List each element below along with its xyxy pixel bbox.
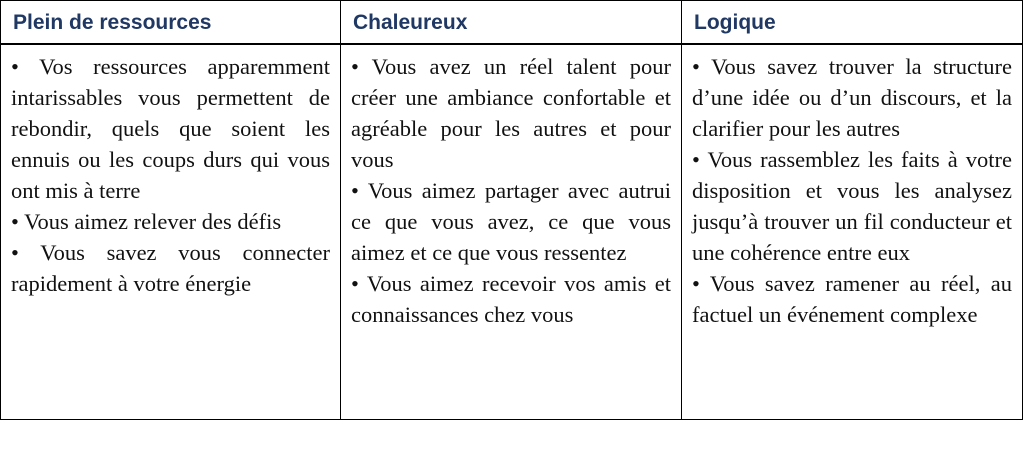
trait-bullet: • Vous savez ramener au réel, au factuel un événement complexe xyxy=(692,270,1012,327)
cell-chaleureux xyxy=(341,44,682,420)
header-logique: Logique xyxy=(682,1,1023,44)
content-row xyxy=(1,44,1023,420)
trait-bullet: • Vous aimez recevoir vos amis et connaissances chez vous xyxy=(351,270,671,327)
cell-logique xyxy=(682,44,1023,420)
cell-plein-de-ressources xyxy=(1,44,341,420)
trait-bullet: • Vos ressources apparemment intarissables vous permettent de rebondir, quels que soient les ennuis ou les coups durs qui vous ont mis à terre xyxy=(11,53,330,203)
trait-bullet: • Vous aimez relever des défis xyxy=(11,208,282,234)
trait-bullet: • Vous savez vous connecter rapidement à votre énergie xyxy=(11,239,330,296)
trait-bullet: • Vous savez trouver la structure d’une idée ou d’un discours, et la clarifier pour les autres xyxy=(692,53,1012,141)
header-plein-de-ressources: Plein de ressources xyxy=(1,1,341,44)
header-row xyxy=(1,1,1023,44)
trait-bullet: • Vous aimez partager avec autrui ce que vous avez, ce que vous aimez et ce que vous ressentez xyxy=(351,177,671,265)
header-chaleureux: Chaleureux xyxy=(341,1,682,44)
trait-bullet: • Vous avez un réel talent pour créer une ambiance confortable et agréable pour les autres et pour vous xyxy=(351,53,671,172)
trait-bullet: • Vous rassemblez les faits à votre disposition et vous les analysez jusqu’à trouver un fil conducteur et une cohérence entre eux xyxy=(692,146,1012,265)
